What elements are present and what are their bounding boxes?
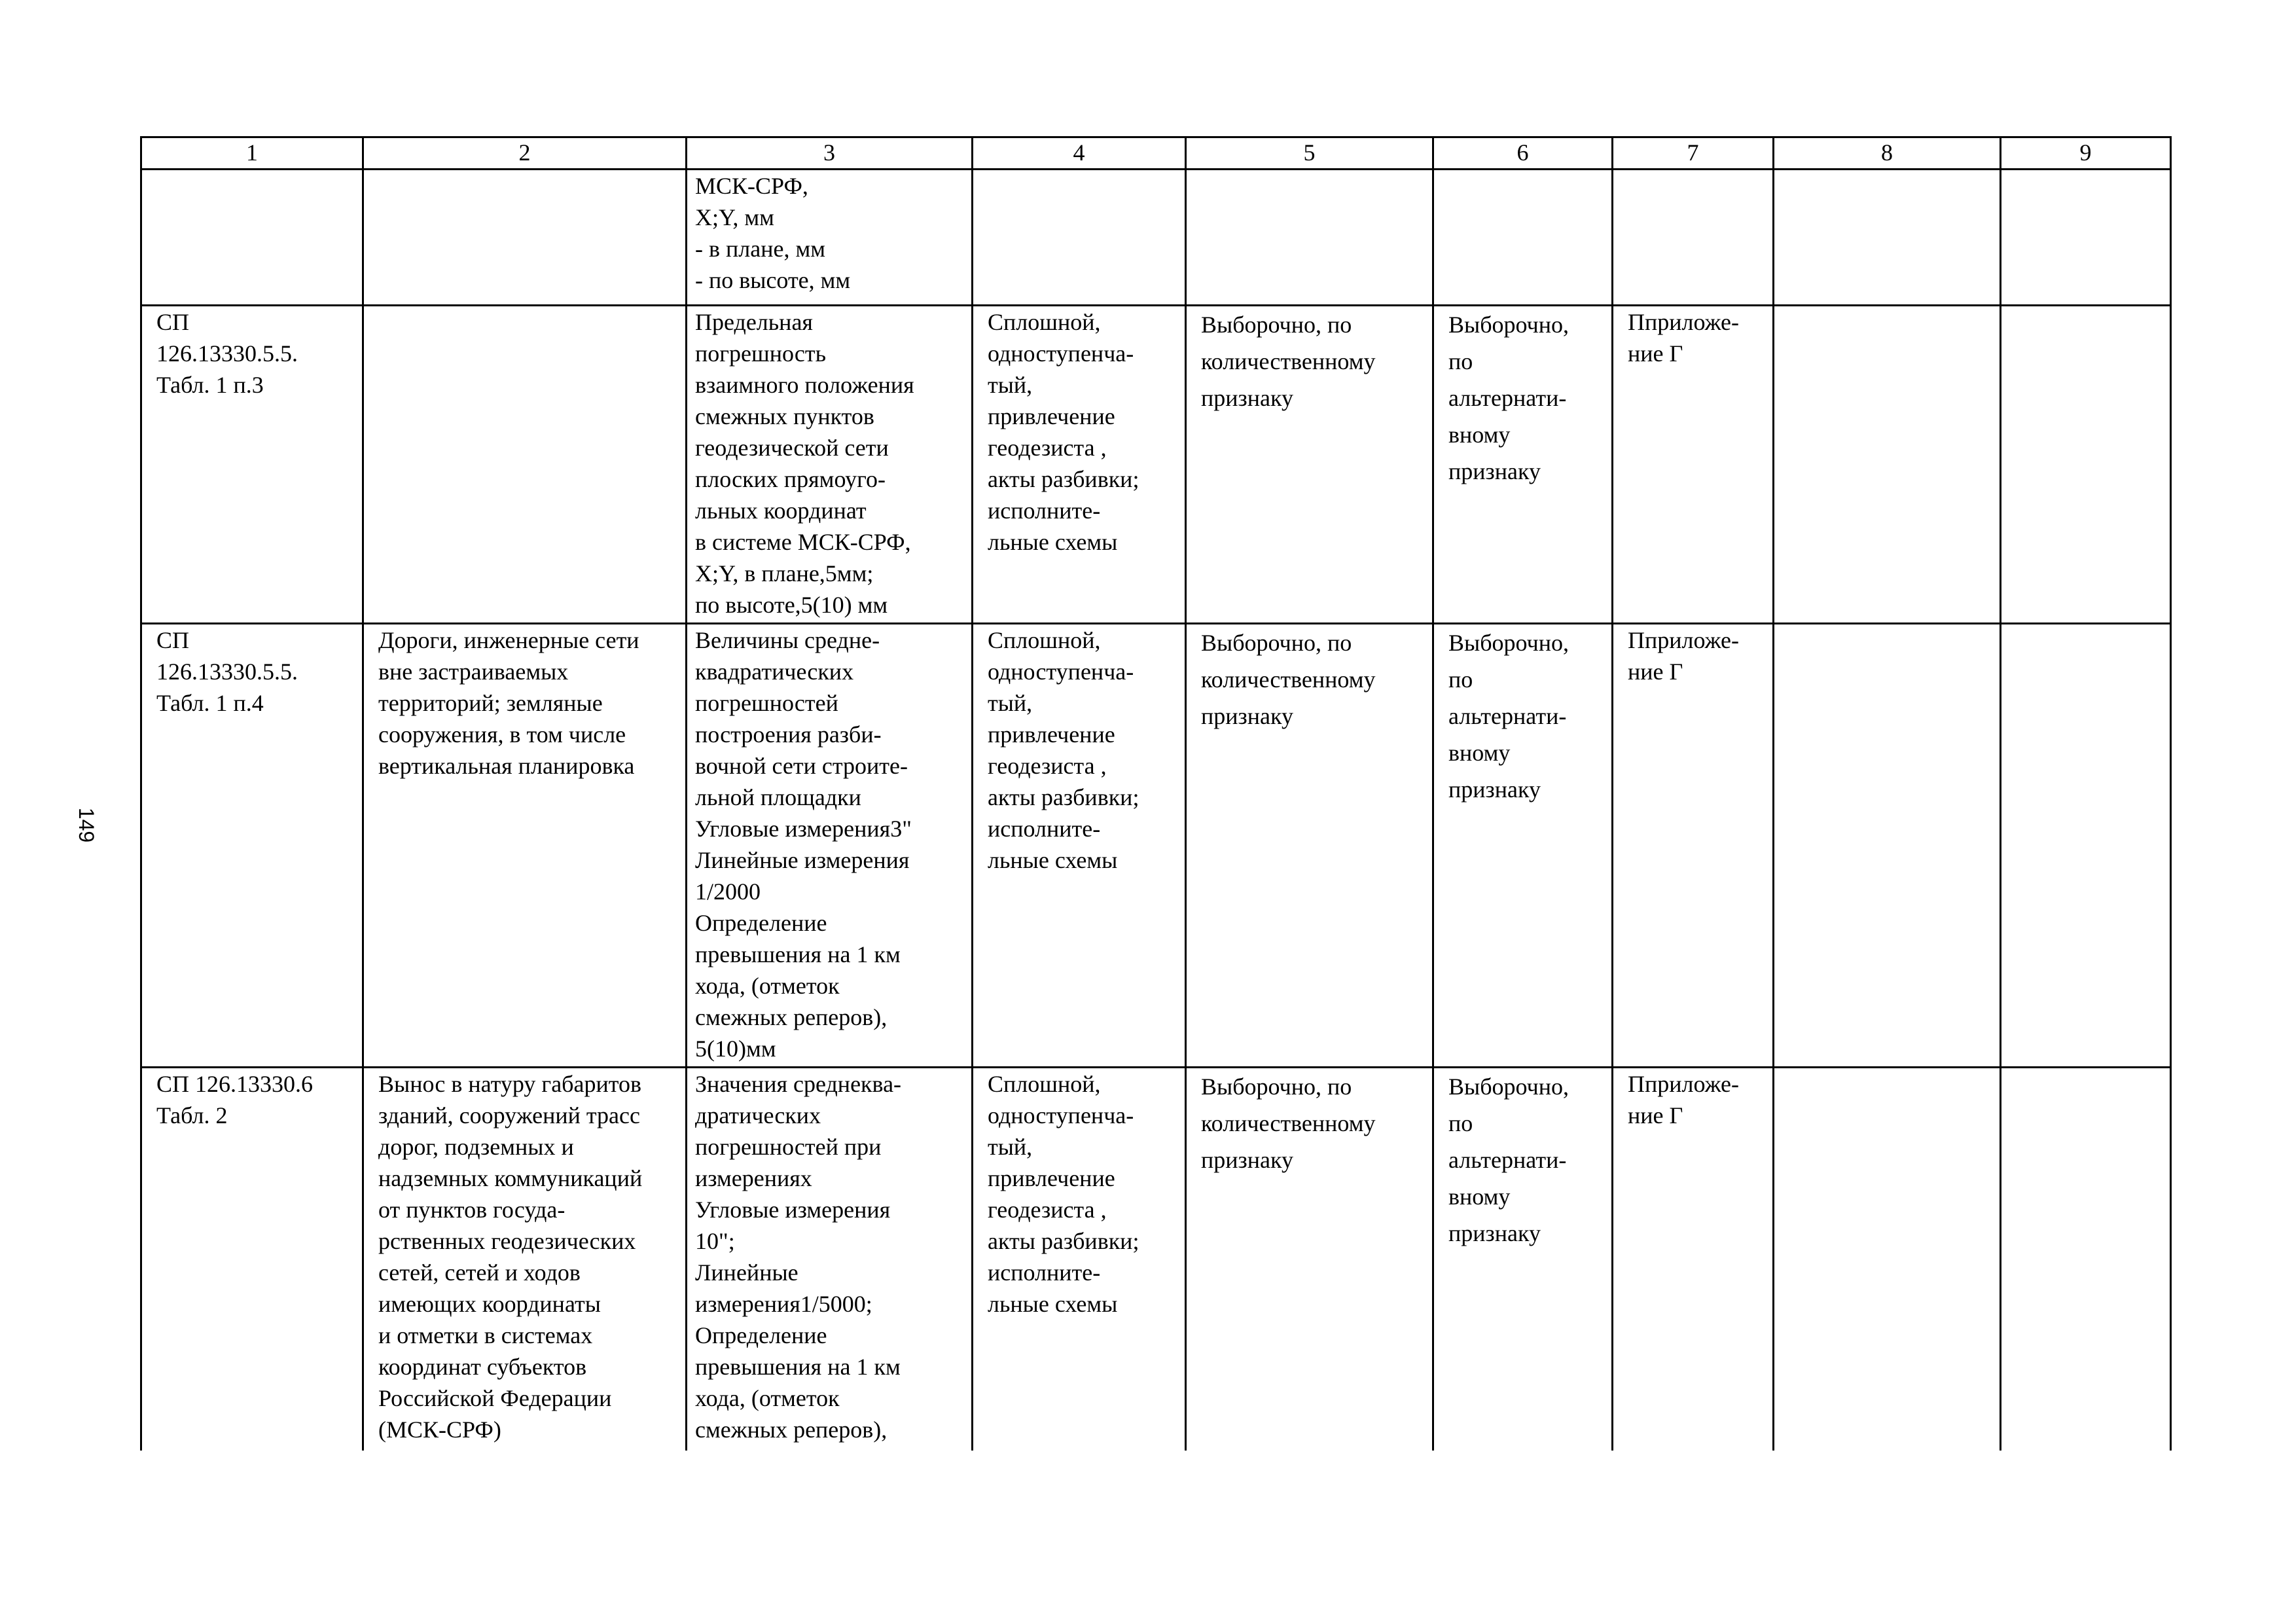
column-header: 4 <box>973 137 1186 170</box>
table-cell: Выборочно, по количественному признаку <box>1186 624 1433 1068</box>
column-header: 5 <box>1186 137 1433 170</box>
requirements-table <box>140 136 2172 1451</box>
column-header: 2 <box>363 137 687 170</box>
table-cell: Сплошной, одноступенча- тый, привлечение геодезиста , акты разбивки; исполните- льные схемы <box>973 1068 1186 1451</box>
table-cell: СП 126.13330.6 Табл. 2 <box>141 1068 363 1451</box>
table-cell: Пприложе- ние Г <box>1613 1068 1774 1451</box>
table-cell <box>1774 170 2001 306</box>
table-cell: Сплошной, одноступенча- тый, привлечение геодезиста , акты разбивки; исполните- льные схемы <box>973 624 1186 1068</box>
table-cell <box>363 170 687 306</box>
table-cell: Значения среднеква- дратических погрешностей при измерениях Угловые измерения 10"; Линейные измерения1/5000; Определение превышения на 1 км хода, (отметок смежных реперов), <box>687 1068 973 1451</box>
table-cell: Сплошной, одноступенча- тый, привлечение геодезиста , акты разбивки; исполните- льные схемы <box>973 306 1186 624</box>
column-header: 9 <box>2001 137 2171 170</box>
table-row <box>141 1068 2171 1451</box>
table-cell <box>1433 170 1613 306</box>
table-cell <box>1774 1068 2001 1451</box>
table-cell: Выборочно, по количественному признаку <box>1186 306 1433 624</box>
table-row <box>141 624 2171 1068</box>
table-cell: МСК-СРФ, X;Y, мм - в плане, мм - по высоте, мм <box>687 170 973 306</box>
table-cell <box>1613 170 1774 306</box>
column-header: 6 <box>1433 137 1613 170</box>
page-number-text: 149 <box>75 807 99 842</box>
table-cell: СП 126.13330.5.5. Табл. 1 п.4 <box>141 624 363 1068</box>
table-cell: Выборочно, по альтернати- вному признаку <box>1433 624 1613 1068</box>
table-cell <box>2001 1068 2171 1451</box>
table-cell <box>1186 170 1433 306</box>
table-cell <box>973 170 1186 306</box>
table-cell: Выборочно, по альтернати- вному признаку <box>1433 1068 1613 1451</box>
table-cell <box>2001 306 2171 624</box>
table-cell: Выборочно, по количественному признаку <box>1186 1068 1433 1451</box>
table-row <box>141 170 2171 306</box>
column-header: 7 <box>1613 137 1774 170</box>
column-header: 3 <box>687 137 973 170</box>
column-header: 8 <box>1774 137 2001 170</box>
table-cell <box>2001 170 2171 306</box>
table-cell: Предельная погрешность взаимного положения смежных пунктов геодезической сети плоских прямоуго- льных координат в системе МСК-СРФ, X;Y, в плане,5мм; по высоте,5(10) мм <box>687 306 973 624</box>
table-cell <box>141 170 363 306</box>
table-cell <box>363 306 687 624</box>
table-cell: Пприложе- ние Г <box>1613 306 1774 624</box>
table-row <box>141 306 2171 624</box>
table-cell: Величины средне- квадратических погрешностей построения разби- вочной сети строите- льной площадки Угловые измерения3" Линейные измерения 1/2000 Определение превышения на 1 км хода, (отметок смежных реперов), 5(10)мм <box>687 624 973 1068</box>
column-numbers-row <box>141 137 2171 170</box>
table-cell: Выборочно, по альтернати- вному признаку <box>1433 306 1613 624</box>
table-cell <box>2001 624 2171 1068</box>
page-number <box>71 799 102 851</box>
table-cell <box>1774 306 2001 624</box>
table-cell: СП 126.13330.5.5. Табл. 1 п.3 <box>141 306 363 624</box>
table-cell: Дороги, инженерные сети вне застраиваемых территорий; земляные сооружения, в том числе вертикальная планировка <box>363 624 687 1068</box>
table-cell <box>1774 624 2001 1068</box>
table-cell: Пприложе- ние Г <box>1613 624 1774 1068</box>
table-cell: Вынос в натуру габаритов зданий, сооружений трасс дорог, подземных и надземных коммуникаций от пунктов госуда- рственных геодезических сетей, сетей и ходов имеющих координаты и отметки в системах координат субъектов Российской Федерации (МСК-СРФ) <box>363 1068 687 1451</box>
column-header: 1 <box>141 137 363 170</box>
